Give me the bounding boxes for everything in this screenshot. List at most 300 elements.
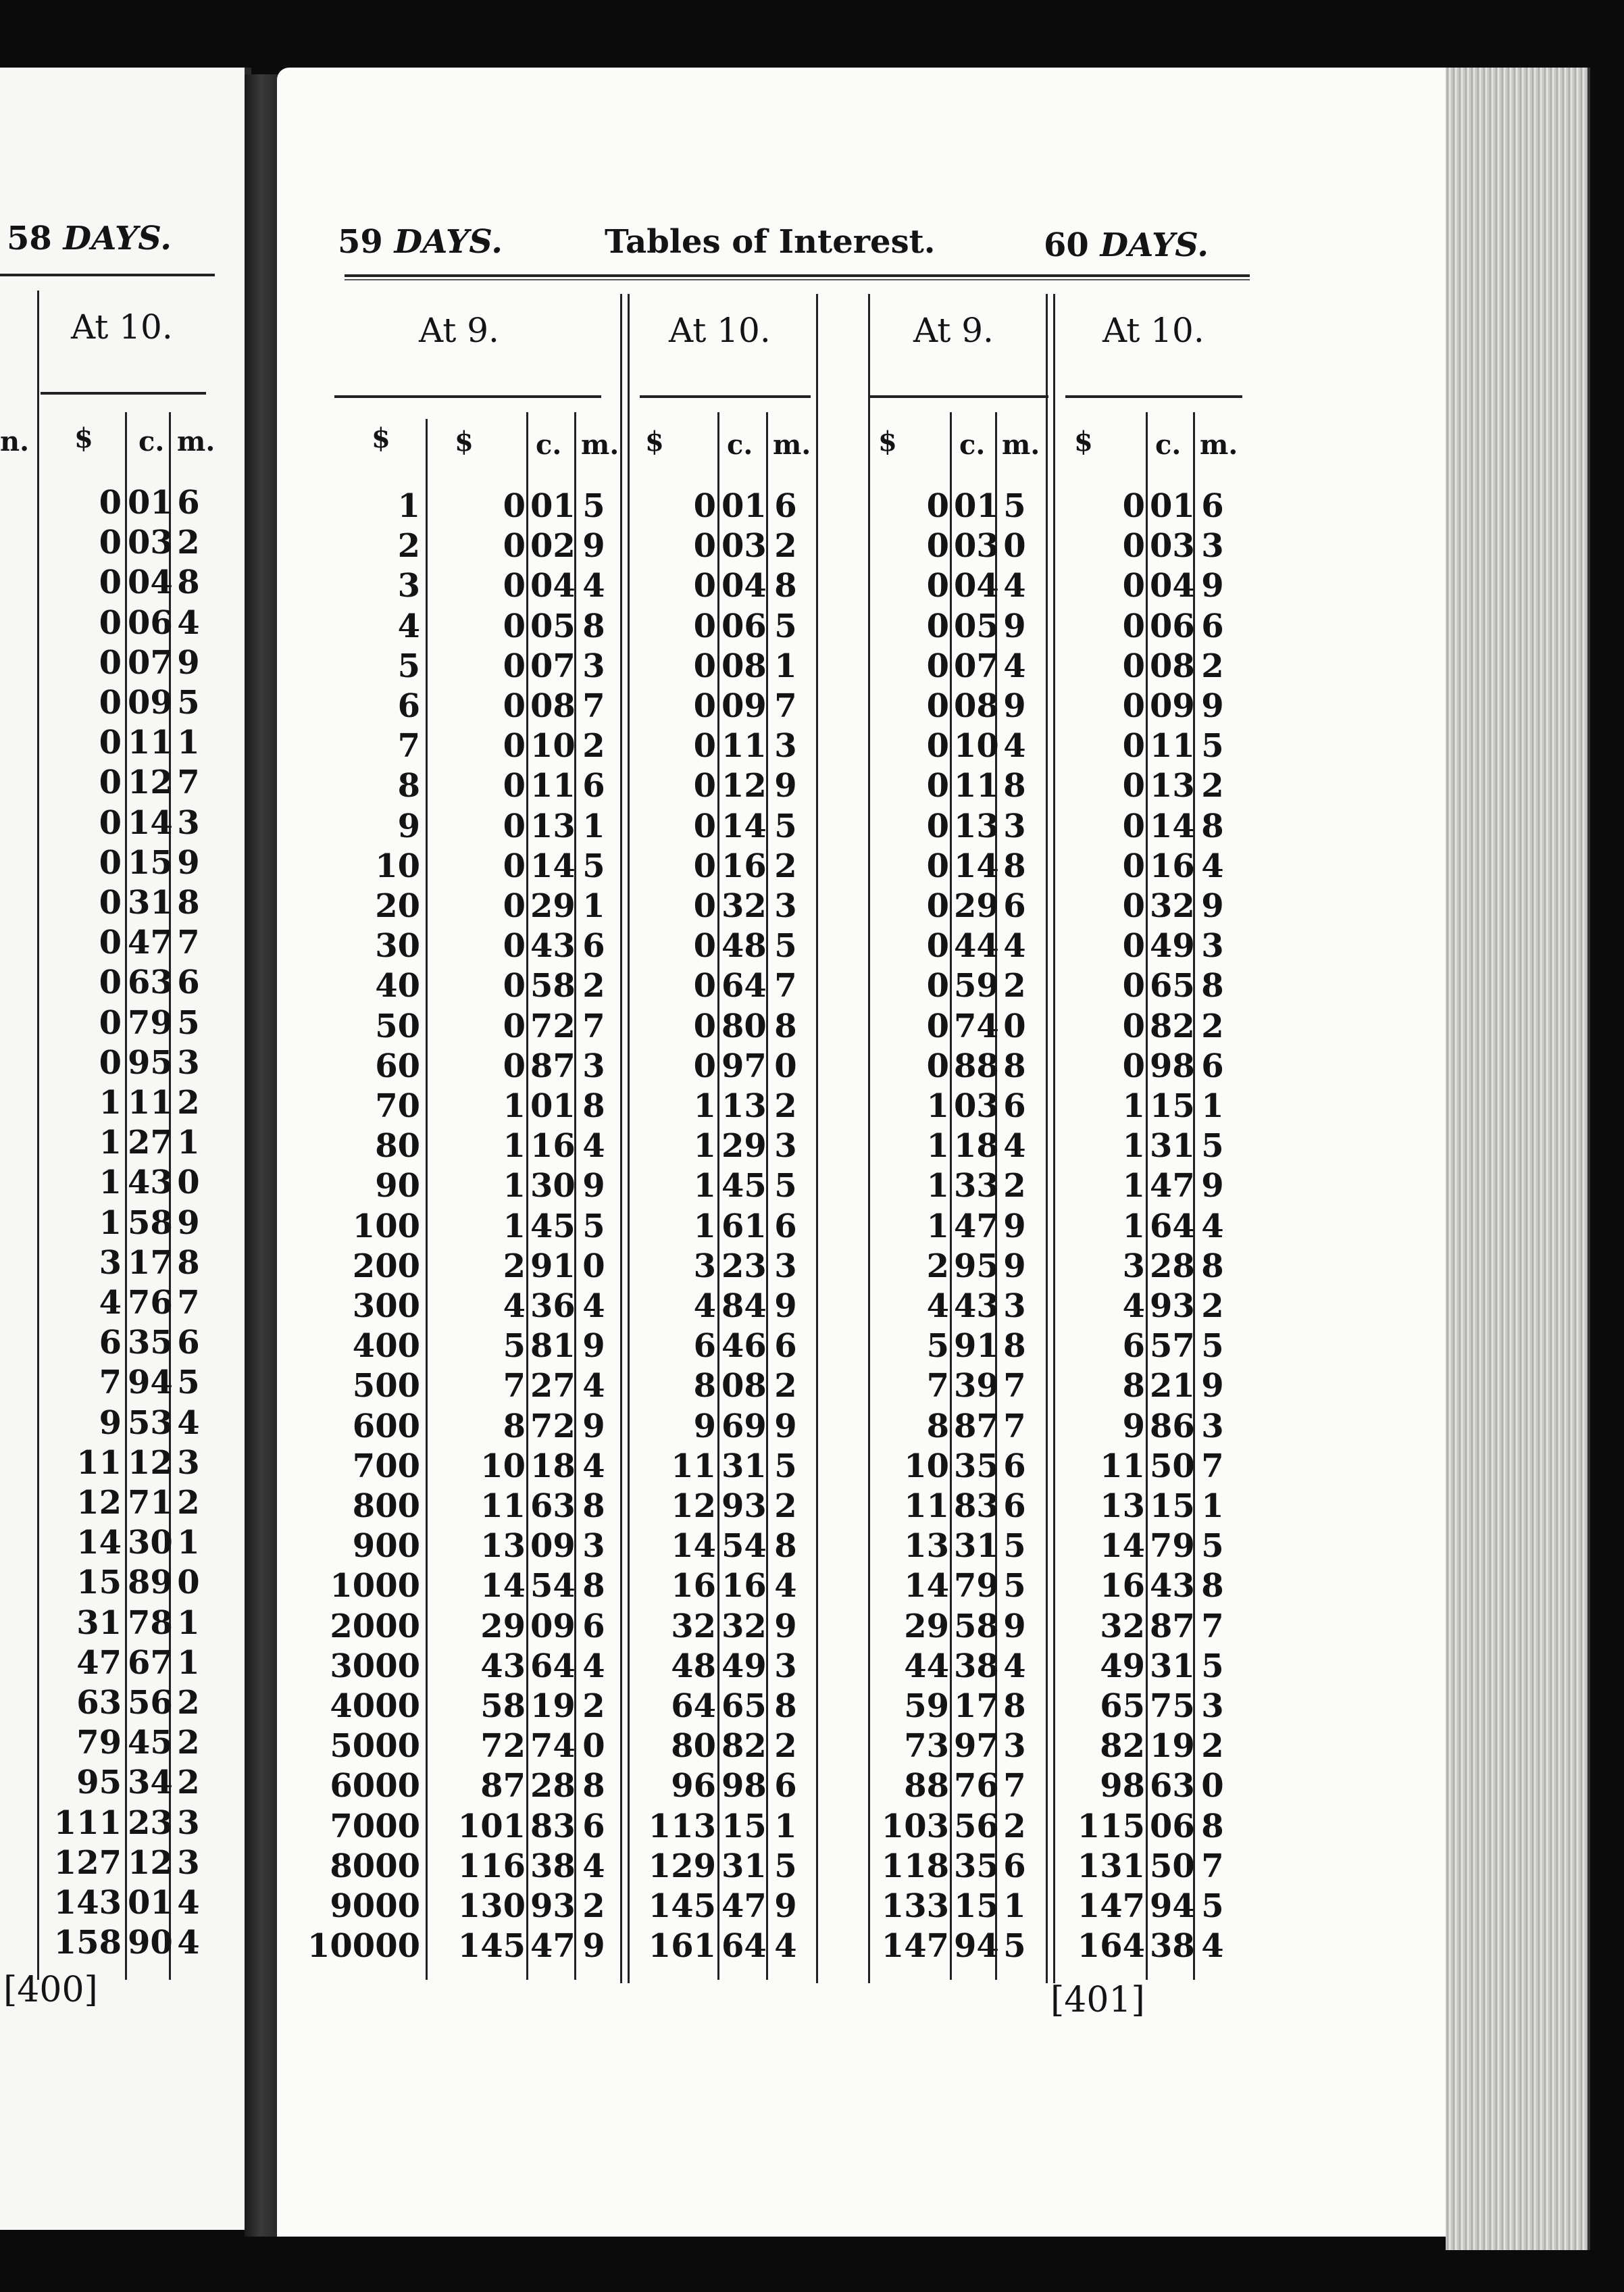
dollars-cell: 1 xyxy=(503,1127,526,1166)
dollars-cell: 14 xyxy=(480,1567,526,1605)
cents-cell: 74 xyxy=(530,1727,576,1766)
dollars-cell: 0 xyxy=(503,1047,526,1085)
dollars-cell: 2 xyxy=(503,1247,526,1285)
left-cents-cell: 15 xyxy=(128,843,173,882)
dollars-cell: 0 xyxy=(1122,687,1145,725)
mills-cell: 9 xyxy=(1003,1207,1026,1245)
left-cents-cell: 34 xyxy=(128,1764,173,1802)
cents-cell: 06 xyxy=(1150,607,1195,645)
mills-cell: 9 xyxy=(1201,567,1224,605)
dollars-cell: 0 xyxy=(503,967,526,1005)
mills-cell: 4 xyxy=(1003,567,1026,605)
cents-cell: 13 xyxy=(1150,767,1195,805)
principal-cell: 50 xyxy=(375,1007,420,1045)
cents-cell: 47 xyxy=(954,1207,999,1245)
mills-cell: 9 xyxy=(1201,1367,1224,1405)
dollars-cell: 0 xyxy=(693,927,716,966)
principal-cell: 2 xyxy=(397,527,420,566)
dollars-cell: 0 xyxy=(693,767,716,805)
left-dollars-cell: 15 xyxy=(76,1564,122,1602)
cents-cell: 82 xyxy=(721,1727,767,1766)
mills-cell: 5 xyxy=(1201,1527,1224,1566)
left-dollars-cell: 11 xyxy=(76,1443,122,1482)
cents-cell: 04 xyxy=(530,567,576,605)
mills-cell: 6 xyxy=(1003,887,1026,925)
dollars-header: $ xyxy=(455,426,474,457)
dollars-cell: 14 xyxy=(671,1527,716,1566)
left-dollars-cell: 7 xyxy=(99,1364,122,1402)
mills-cell: 0 xyxy=(1003,1007,1026,1045)
left-mills-cell: 5 xyxy=(177,684,200,722)
mills-cell: 6 xyxy=(1201,487,1224,525)
cents-cell: 28 xyxy=(1150,1247,1195,1285)
mills-cell: 9 xyxy=(582,1167,605,1205)
rate-underline xyxy=(1065,395,1242,398)
cents-cell: 14 xyxy=(1150,807,1195,845)
mills-cell: 4 xyxy=(582,1367,605,1405)
principal-cell: 70 xyxy=(375,1087,420,1125)
mills-cell: 6 xyxy=(582,1807,605,1845)
principal-cell: 8000 xyxy=(330,1847,420,1885)
left-dollars-cell: 158 xyxy=(53,1924,122,1962)
left-cents-cell: 04 xyxy=(128,564,173,602)
dollars-cell: 0 xyxy=(1122,647,1145,685)
cents-cell: 38 xyxy=(530,1847,576,1885)
principal-cell: 10000 xyxy=(307,1927,420,1966)
left-dollars-cell: 47 xyxy=(76,1643,122,1682)
cents-cell: 28 xyxy=(530,1767,576,1805)
dollars-cell: 164 xyxy=(1077,1927,1145,1966)
dollars-cell: 44 xyxy=(904,1647,949,1685)
dollars-cell: 0 xyxy=(693,1007,716,1045)
cents-cell: 19 xyxy=(530,1687,576,1725)
left-mills-cell: 2 xyxy=(177,1484,200,1522)
cents-cell: 29 xyxy=(954,887,999,925)
cents-cell: 05 xyxy=(530,607,576,645)
mills-cell: 3 xyxy=(774,727,797,766)
mills-cell: 2 xyxy=(774,1727,797,1766)
dollars-cell: 58 xyxy=(480,1687,526,1725)
mills-cell: 4 xyxy=(1003,927,1026,966)
mills-cell: 5 xyxy=(774,927,797,966)
cents-cell: 43 xyxy=(530,927,576,966)
left-dollars-cell: 127 xyxy=(53,1843,122,1882)
dollars-cell: 0 xyxy=(1122,727,1145,766)
mills-cell: 8 xyxy=(582,1567,605,1605)
cents-cell: 65 xyxy=(1150,967,1195,1005)
dollars-cell: 9 xyxy=(693,1407,716,1445)
left-cents-cell: 11 xyxy=(128,724,173,762)
dollars-cell: 82 xyxy=(1100,1727,1145,1766)
cents-cell: 11 xyxy=(530,767,576,805)
left-cents-cell: 95 xyxy=(128,1043,173,1082)
mills-cell: 4 xyxy=(582,1847,605,1885)
cents-cell: 47 xyxy=(1150,1167,1195,1205)
mills-cell: 2 xyxy=(774,1487,797,1525)
dollars-cell: 6 xyxy=(1122,1327,1145,1366)
principal-cell: 5 xyxy=(397,647,420,685)
mills-cell: 6 xyxy=(1003,1847,1026,1885)
cents-cell: 16 xyxy=(721,1567,767,1605)
mills-cell: 9 xyxy=(774,1407,797,1445)
left-mills-cell: 5 xyxy=(177,1364,200,1402)
dollars-cell: 10 xyxy=(480,1447,526,1485)
left-cents-cell: 30 xyxy=(128,1524,173,1562)
rate-underline xyxy=(869,395,1048,398)
left-mills-cell: 6 xyxy=(177,1324,200,1362)
principal-dollar-header: $ xyxy=(372,422,390,454)
dollars-cell: 0 xyxy=(1122,487,1145,525)
dollars-cell: 1 xyxy=(503,1167,526,1205)
cents-cell: 31 xyxy=(1150,1647,1195,1685)
left-cents-cell: 09 xyxy=(128,684,173,722)
mills-cell: 8 xyxy=(774,1527,797,1566)
cents-cell: 45 xyxy=(721,1167,767,1205)
cents-cell: 94 xyxy=(1150,1887,1195,1925)
left-cents-cell: 63 xyxy=(128,964,173,1002)
cents-cell: 32 xyxy=(721,887,767,925)
left-cents-cell: 31 xyxy=(128,884,173,922)
left-dollars-cell: 9 xyxy=(99,1403,122,1442)
cents-cell: 05 xyxy=(954,607,999,645)
cents-cell: 33 xyxy=(954,1167,999,1205)
dollars-cell: 1 xyxy=(693,1127,716,1166)
cents-cell: 15 xyxy=(1150,1487,1195,1525)
mills-cell: 2 xyxy=(1201,767,1224,805)
dollars-cell: 161 xyxy=(648,1927,716,1966)
cents-column-rule xyxy=(950,412,952,1980)
mills-cell: 0 xyxy=(774,1047,797,1085)
left-mills-cell: 2 xyxy=(177,1764,200,1802)
left-rate-label: At 10. xyxy=(71,307,173,347)
dollars-cell: 0 xyxy=(693,887,716,925)
cents-cell: 91 xyxy=(954,1327,999,1366)
dollars-cell: 1 xyxy=(926,1167,949,1205)
cents-cell: 09 xyxy=(1150,687,1195,725)
left-dollars-cell: 0 xyxy=(99,924,122,962)
mills-cell: 9 xyxy=(582,1927,605,1966)
mills-cell: 5 xyxy=(1003,1527,1026,1566)
dollars-cell: 13 xyxy=(904,1527,949,1566)
left-head-rule xyxy=(0,274,215,276)
left-cents-cell: 03 xyxy=(128,524,173,562)
mills-cell: 4 xyxy=(582,1127,605,1166)
principal-cell: 5000 xyxy=(330,1727,420,1766)
dollars-cell: 0 xyxy=(693,1047,716,1085)
left-cents-cell: 94 xyxy=(128,1364,173,1402)
mills-cell: 4 xyxy=(582,567,605,605)
dollars-cell: 133 xyxy=(881,1887,949,1925)
cents-cell: 07 xyxy=(954,647,999,685)
dollars-cell: 0 xyxy=(926,527,949,566)
cents-cell: 13 xyxy=(721,1087,767,1125)
left-dollars-cell: 1 xyxy=(99,1124,122,1162)
cents-cell: 56 xyxy=(954,1807,999,1845)
cents-cell: 98 xyxy=(721,1767,767,1805)
mills-cell: 5 xyxy=(774,1167,797,1205)
dollars-cell: 1 xyxy=(1122,1127,1145,1166)
dollars-cell: 145 xyxy=(457,1927,526,1966)
principal-cell: 3 xyxy=(397,567,420,605)
mills-cell: 3 xyxy=(582,1047,605,1085)
mills-cell: 7 xyxy=(774,967,797,1005)
mills-cell: 4 xyxy=(774,1927,797,1966)
cents-cell: 59 xyxy=(954,967,999,1005)
mills-cell: 2 xyxy=(1003,1167,1026,1205)
cents-cell: 63 xyxy=(530,1487,576,1525)
mills-cell: 4 xyxy=(582,1447,605,1485)
cents-cell: 82 xyxy=(1150,1007,1195,1045)
left-dollars-cell: 0 xyxy=(99,803,122,842)
dollars-cell: 1 xyxy=(1122,1087,1145,1125)
cents-cell: 79 xyxy=(954,1567,999,1605)
cents-cell: 93 xyxy=(1150,1287,1195,1325)
dollars-cell: 80 xyxy=(671,1727,716,1766)
mills-cell: 5 xyxy=(1003,1927,1026,1966)
mills-cell: 1 xyxy=(774,647,797,685)
dollars-cell: 0 xyxy=(503,847,526,885)
mills-cell: 8 xyxy=(582,607,605,645)
mills-cell: 6 xyxy=(774,1327,797,1366)
mills-cell: 4 xyxy=(1003,727,1026,766)
right-head-rule xyxy=(345,274,1250,280)
left-dollars-cell: 0 xyxy=(99,884,122,922)
left-mills-cell: 4 xyxy=(177,1403,200,1442)
left-mills-cell: 1 xyxy=(177,1643,200,1682)
left-cents-cell: 35 xyxy=(128,1324,173,1362)
left-cents-cell: 76 xyxy=(128,1284,173,1322)
left-dollars-cell: 0 xyxy=(99,764,122,802)
left-cents-cell: 47 xyxy=(128,924,173,962)
dollars-cell: 1 xyxy=(693,1207,716,1245)
mills-cell: 5 xyxy=(1201,1127,1224,1166)
dollars-cell: 0 xyxy=(1122,807,1145,845)
dollars-cell: 11 xyxy=(904,1487,949,1525)
dollars-cell: 6 xyxy=(693,1327,716,1366)
left-mills-cell: 2 xyxy=(177,1724,200,1762)
left-cents-cell: 17 xyxy=(128,1243,173,1282)
dollars-cell: 49 xyxy=(1100,1647,1145,1685)
dollars-cell: 0 xyxy=(926,1007,949,1045)
cents-cell: 03 xyxy=(1150,527,1195,566)
dollars-cell: 0 xyxy=(693,847,716,885)
left-mills-cell: 1 xyxy=(177,1524,200,1562)
left-mills-cell: 8 xyxy=(177,1243,200,1282)
cents-cell: 01 xyxy=(530,1087,576,1125)
cents-cell: 16 xyxy=(530,1127,576,1166)
cents-cell: 50 xyxy=(1150,1447,1195,1485)
mills-cell: 3 xyxy=(774,1247,797,1285)
left-mills-cell: 2 xyxy=(177,1084,200,1122)
dollars-cell: 0 xyxy=(1122,967,1145,1005)
dollars-cell: 29 xyxy=(480,1607,526,1645)
mills-cell: 5 xyxy=(1003,1567,1026,1605)
left-mills-cell: 7 xyxy=(177,924,200,962)
mills-cell: 7 xyxy=(1201,1847,1224,1885)
mills-cell: 9 xyxy=(582,1327,605,1366)
mills-cell: 2 xyxy=(1003,1807,1026,1845)
left-mills-cell: 9 xyxy=(177,843,200,882)
cents-cell: 38 xyxy=(1150,1927,1195,1966)
mills-cell: 8 xyxy=(1003,1327,1026,1366)
dollars-cell: 4 xyxy=(693,1287,716,1325)
dollars-cell: 11 xyxy=(480,1487,526,1525)
cents-cell: 09 xyxy=(530,1607,576,1645)
mills-cell: 9 xyxy=(1201,687,1224,725)
left-dollars-cell: 0 xyxy=(99,524,122,562)
mills-cell: 6 xyxy=(582,767,605,805)
mills-cell: 8 xyxy=(1201,1247,1224,1285)
dollars-cell: 5 xyxy=(503,1327,526,1366)
principal-cell: 90 xyxy=(375,1167,420,1205)
mills-cell: 9 xyxy=(774,767,797,805)
left-dollars-cell: 12 xyxy=(76,1484,122,1522)
left-cents-cell: 12 xyxy=(128,1443,173,1482)
left-cents-cell: 71 xyxy=(128,1484,173,1522)
cents-column-rule xyxy=(717,412,719,1980)
left-mills-cell: 3 xyxy=(177,803,200,842)
dollars-cell: 0 xyxy=(503,687,526,725)
cents-cell: 47 xyxy=(530,1927,576,1966)
mills-cell: 5 xyxy=(1003,487,1026,525)
dollars-cell: 0 xyxy=(503,807,526,845)
mills-cell: 8 xyxy=(1003,847,1026,885)
cents-cell: 83 xyxy=(530,1807,576,1845)
cents-cell: 07 xyxy=(530,647,576,685)
left-mills-cell: 0 xyxy=(177,1164,200,1202)
cents-cell: 08 xyxy=(721,1367,767,1405)
left-cents-cell: 78 xyxy=(128,1603,173,1642)
left-cents-cell: 11 xyxy=(128,1084,173,1122)
dollars-cell: 0 xyxy=(926,567,949,605)
principal-cell: 10 xyxy=(375,847,420,885)
left-mills-cell: 6 xyxy=(177,964,200,1002)
table-title: Tables of Interest. xyxy=(605,223,936,261)
left-cents-cell: 12 xyxy=(128,764,173,802)
dollars-cell: 3 xyxy=(693,1247,716,1285)
cents-cell: 75 xyxy=(1150,1687,1195,1725)
left-days-label: DAYS. xyxy=(63,220,172,257)
cents-cell: 06 xyxy=(721,607,767,645)
mills-cell: 9 xyxy=(1003,687,1026,725)
dollars-cell: 0 xyxy=(693,687,716,725)
left-mills-cell: 4 xyxy=(177,603,200,642)
left-cents-cell: 07 xyxy=(128,643,173,682)
dollars-cell: 2 xyxy=(926,1247,949,1285)
dollars-cell: 65 xyxy=(1100,1687,1145,1725)
mills-cell: 9 xyxy=(582,527,605,566)
left-rate-underline xyxy=(41,392,206,395)
left-dollars-cell: 0 xyxy=(99,843,122,882)
dollars-cell: 129 xyxy=(648,1847,716,1885)
mills-cell: 7 xyxy=(1003,1407,1026,1445)
cents-cell: 08 xyxy=(721,647,767,685)
cents-cell: 08 xyxy=(954,687,999,725)
mills-cell: 9 xyxy=(1201,1167,1224,1205)
left-dollars-cell: 6 xyxy=(99,1324,122,1362)
dollars-cell: 4 xyxy=(926,1287,949,1325)
left-mills-cell: 1 xyxy=(177,1124,200,1162)
left-dollars-cell: 1 xyxy=(99,1084,122,1122)
cents-cell: 97 xyxy=(954,1727,999,1766)
principal-cell: 40 xyxy=(375,967,420,1005)
cents-cell: 19 xyxy=(1150,1727,1195,1766)
mills-cell: 5 xyxy=(774,807,797,845)
left-dollars-cell: 31 xyxy=(76,1603,122,1642)
dollars-cell: 130 xyxy=(457,1887,526,1925)
mills-cell: 1 xyxy=(1201,1087,1224,1125)
cents-cell: 04 xyxy=(954,567,999,605)
cents-cell: 32 xyxy=(1150,887,1195,925)
cents-cell: 15 xyxy=(721,1807,767,1845)
dollars-cell: 115 xyxy=(1077,1807,1145,1845)
mills-cell: 1 xyxy=(1003,1887,1026,1925)
mills-cell: 2 xyxy=(774,847,797,885)
mills-cell: 3 xyxy=(774,887,797,925)
cents-cell: 10 xyxy=(954,727,999,766)
cents-cell: 43 xyxy=(1150,1567,1195,1605)
mills-cell: 2 xyxy=(582,967,605,1005)
dollars-cell: 9 xyxy=(1122,1407,1145,1445)
cents-cell: 64 xyxy=(721,1927,767,1966)
mills-cell: 3 xyxy=(774,1127,797,1166)
left-cents-cell: 01 xyxy=(128,484,173,522)
left-cents-cell: 45 xyxy=(128,1724,173,1762)
dollars-cell: 12 xyxy=(671,1487,716,1525)
left-mills-cell: 9 xyxy=(177,643,200,682)
dollars-cell: 32 xyxy=(671,1607,716,1645)
left-cents-column-rule xyxy=(125,412,127,1980)
mills-cell: 8 xyxy=(774,1687,797,1725)
page-edges xyxy=(1446,68,1590,2250)
dollars-cell: 88 xyxy=(904,1767,949,1805)
left-dollars-cell: 4 xyxy=(99,1284,122,1322)
cents-cell: 27 xyxy=(530,1367,576,1405)
dollars-cell: 103 xyxy=(881,1807,949,1845)
dollars-cell: 0 xyxy=(503,647,526,685)
dollars-cell: 8 xyxy=(503,1407,526,1445)
cents-cell: 83 xyxy=(954,1487,999,1525)
cents-cell: 43 xyxy=(954,1287,999,1325)
dollars-cell: 0 xyxy=(1122,527,1145,566)
dollars-cell: 113 xyxy=(648,1807,716,1845)
dollars-cell: 43 xyxy=(480,1647,526,1685)
mills-cell: 3 xyxy=(774,1647,797,1685)
mills-cell: 2 xyxy=(774,527,797,566)
principal-cell: 80 xyxy=(375,1127,420,1166)
rate-label: At 10. xyxy=(1102,311,1204,350)
cents-cell: 80 xyxy=(721,1007,767,1045)
mills-cell: 7 xyxy=(582,687,605,725)
left-dollars-cell: 95 xyxy=(76,1764,122,1802)
left-dollars-header: $ xyxy=(74,422,93,454)
dollars-cell: 147 xyxy=(881,1927,949,1966)
dollars-cell: 13 xyxy=(480,1527,526,1566)
left-cents-cell: 67 xyxy=(128,1643,173,1682)
cents-cell: 16 xyxy=(1150,847,1195,885)
dollars-cell: 8 xyxy=(1122,1367,1145,1405)
mills-cell: 3 xyxy=(1201,1407,1224,1445)
cents-cell: 64 xyxy=(721,967,767,1005)
cents-cell: 14 xyxy=(721,807,767,845)
mills-cell: 7 xyxy=(582,1007,605,1045)
mills-cell: 4 xyxy=(1003,1647,1026,1685)
dollars-cell: 0 xyxy=(926,727,949,766)
days-label-60: DAYS. xyxy=(1100,226,1209,264)
dollars-cell: 11 xyxy=(671,1447,716,1485)
cents-cell: 47 xyxy=(721,1887,767,1925)
left-dollars-cell: 0 xyxy=(99,603,122,642)
